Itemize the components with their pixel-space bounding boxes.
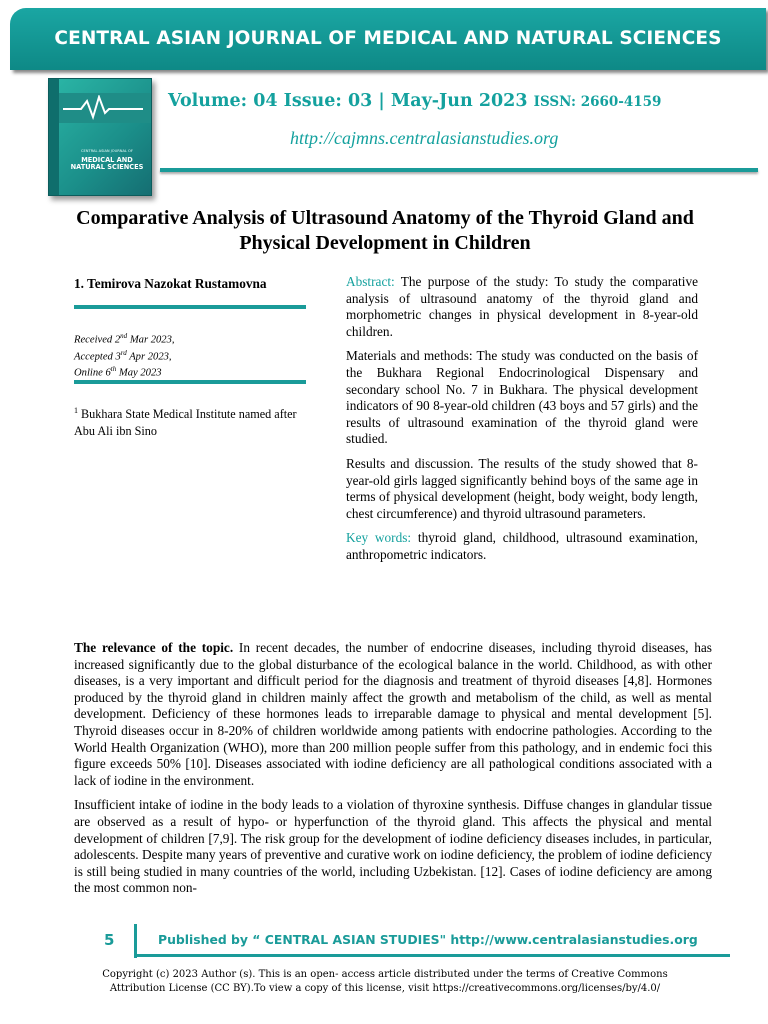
abstract-results: Results and discussion. The results of the study showed that 8-year-old girls lagged significantly behind boys of the same age in terms of physical development (height, body weight, body length, chest circumference) and thyroid ultrasound parameters. (346, 455, 698, 521)
body-paragraph-1: The relevance of the topic. In recent decades, the number of endocrine diseases, including thyroid diseases, has increased significantly due to the global disturbance of the ecological balance in the world. Childhood, as with other diseases, is a very important and difficult period for the diagnosis and treatment of thyroid diseases [4,8]. Hormones produced by the thyroid gland in children mainly affect the growth and metabolism of the child, as well as mental development. Deficiency of these hormones leads to irreparable damage to physical and mental development [5]. Thyroid diseases occur in 8-20% of children worldwide among patients with endocrine pathologies. According to the World Health Organization (WHO), more than 200 million people suffer from this pathology, and in endemic foci this figure exceeds 50% [10]. Diseases associated with iodine deficiency are all pathological conditions associated with a lack of iodine in the environment. (74, 640, 712, 788)
heartbeat-icon (63, 95, 143, 121)
journal-cover-image (48, 78, 152, 196)
journal-url-link[interactable]: http://cajmns.centralasianstudies.org (290, 128, 559, 148)
abstract-purpose: Abstract: The purpose of the study: To study the comparative analysis of ultrasound anatomy of the thyroid gland and morphometric changes in physical development in 8-year-old children. (346, 274, 698, 339)
volume-issue: Volume: 04 Issue: 03 | May-Jun 2023 (168, 91, 528, 111)
author-divider (74, 305, 306, 309)
footer-divider (136, 954, 730, 957)
received-date: Received 2nd Mar 2023, (74, 332, 175, 346)
license-link[interactable]: Attribution License (CC BY).To view a copy of this license, visit https://creativecommons.org/licenses/by/4.0/ (109, 983, 661, 994)
article-body (74, 640, 712, 905)
header-divider (160, 168, 758, 172)
author-name: 1. Temirova Nazokat Rustamovna (74, 276, 267, 291)
publisher-link[interactable]: Published by “ CENTRAL ASIAN STUDIES" http://www.centralasianstudies.org (158, 932, 698, 947)
article-dates (74, 330, 175, 380)
relevance-heading: The relevance of the topic. (74, 640, 234, 655)
volume-issue-line (168, 91, 661, 111)
cover-spine (49, 79, 59, 196)
abstract-label: Abstract: (346, 274, 395, 289)
article-title: Comparative Analysis of Ultrasound Anatomy of the Thyroid Gland and Physical Development in Children (76, 207, 694, 254)
body-paragraph-2: Insufficient intake of iodine in the body leads to a violation of thyroxine synthesis. Diffuse changes in glandular tissue are observed as a result of hypo- or hyperfunction of the thyroid gland. This affects the physical and mental development of children [7,9]. The risk group for the development of iodine deficiency diseases includes, in particular, adolescents. Despite many years of preventive and curative work on iodine deficiency, the problem of iodine deficiency is still being studied in many countries of the world, including Uzbekistan. [12]. Cases of iodine deficiency are among the most common non- (74, 797, 712, 896)
issn: ISSN: 2660-4159 (533, 94, 662, 110)
online-date: Online 6th May 2023 (74, 365, 162, 379)
abstract-section (346, 274, 698, 572)
journal-banner (10, 8, 766, 70)
author-affiliation: $^1$ Bukhara State Medical Institute named after Abu Ali ibn Sino (74, 406, 297, 439)
keywords-label: Key words: (346, 530, 412, 546)
keywords: Key words: thyroid gland, childhood, ultrasound examination, anthropometric indicators. (346, 530, 698, 562)
copyright-notice: Copyright (c) 2023 Author (s). This is an open- access article distributed under the terms of Creative Commons Attribution License (CC BY).To view a copy of this license, visit https://creativecommons.org/licenses/by/4.0/ (40, 968, 730, 996)
cover-text: MEDICAL AND NATURAL SCIENCES (70, 156, 144, 171)
accepted-date: Accepted 3rd Apr 2023, (74, 348, 172, 363)
page-number: 5 (104, 931, 115, 949)
dates-divider (74, 380, 306, 384)
abstract-methods: Materials and methods: The study was conducted on the basis of the Bukhara Regional Endocrinological Dispensary and secondary school No. 7 in Bukhara. The physical development indicators of 90 8-year-old children (43 boys and 57 girls) and the results of ultrasound examination of the thyroid gland were studied. (346, 348, 698, 447)
cover-small-text: CENTRAL ASIAN JOURNAL OF (81, 149, 133, 153)
footer-vertical-bar (134, 924, 137, 958)
journal-title: CENTRAL ASIAN JOURNAL OF MEDICAL AND NATURAL SCIENCES (54, 28, 722, 49)
